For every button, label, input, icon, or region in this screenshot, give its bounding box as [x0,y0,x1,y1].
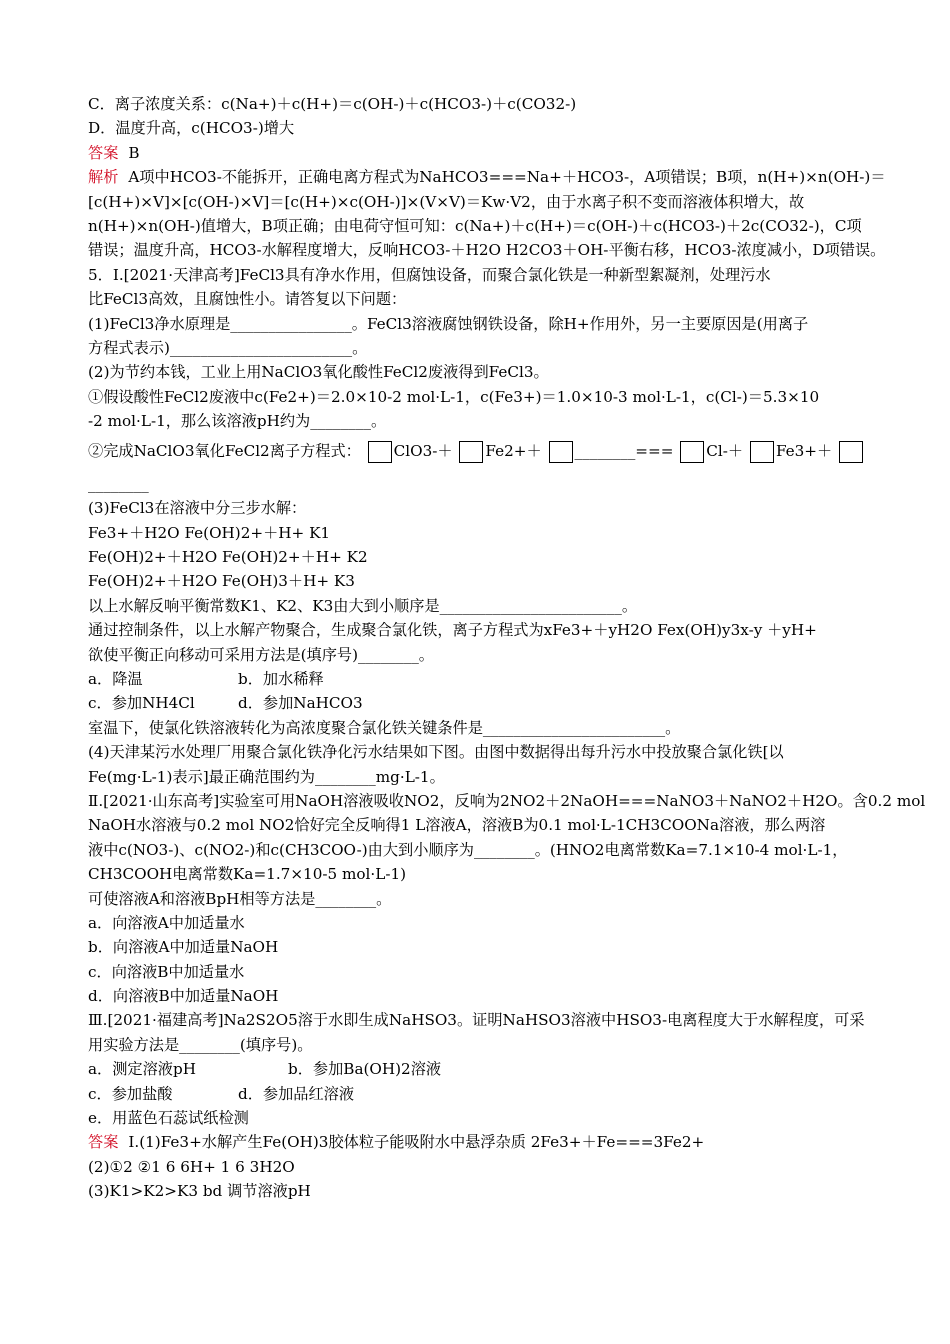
option-a: a．降温 [88,669,143,688]
answer2-line-3: (3)K1>K2>K3 bd 调节溶液pH [88,1182,311,1201]
question-iii-option-c: c．参加盐酸 [88,1084,173,1103]
answer2-line-2: (2)①2 ②1 6 6H+ 1 6 3H2O [88,1157,295,1176]
question-ii-option-a: a．向溶液A中加适量水 [88,913,245,932]
question-iii-option-d: d．参加品红溶液 [238,1084,355,1103]
question-5-part2-1a: ①假设酸性FeCl2废液中c(Fe2+)＝2.0×10-2 mol·L-1，c(Fe3+)＝1.0×10-3 mol·L-1，c(Cl-)＝5.3×10 [88,387,820,406]
hydrolysis-eq-2: Fe(OH)2+＋H2O Fe(OH)2+＋H+ K2 [88,548,368,567]
question-5-part3-c: 欲使平衡正向移动可采用方法是(填序号)________。 [88,645,434,664]
coefficient-box[interactable] [459,441,483,463]
question-5-intro-2: 比FeCl3高效，且腐蚀性小。请答复以下问题： [88,290,407,309]
question-ii-b: NaOH水溶液与0.2 mol NO2恰好完全反响得1 L溶液A，溶液B为0.1 mol·L-1CH3COONa溶液，那么两溶 [88,816,826,835]
question-iii-a: Ⅲ.[2021·福建高考]Na2S2O5溶于水即生成NaHSO3。证明NaHSO3溶液中HSO3-电离程度大于水解程度，可采 [88,1011,865,1030]
answer-line [88,141,868,165]
coefficient-box[interactable] [549,441,573,463]
options-ab [88,667,868,691]
explanation-line-2: [c(H+)×V]×[c(OH-)×V]＝[c(H+)×c(OH-)]×(V×V)＝Kw·V2，由于水离子积不变而溶液体积增大，故 [88,192,805,211]
equation-tail-blank: ________ [88,474,149,493]
question-5-part2: (2)为节约本钱，工业上用NaClO3氧化酸性FeCl2废液得到FeCl3。 [88,363,549,382]
question-5-part3-a: 以上水解反响平衡常数K1、K2、K3由大到小顺序是________________________。 [88,596,638,615]
question-5-part2-1b: -2 mol·L-1，那么该溶液pH约为________。 [88,412,387,431]
question-ii-a: Ⅱ.[2021·山东高考]实验室可用NaOH溶液吸收NO2，反响为2NO2＋2NaOH===NaNO3＋NaNO2＋H2O。含0.2 mol [88,791,926,810]
question-iii-b: 用实验方法是________(填序号)。 [88,1035,313,1054]
question-iii-options-ab [88,1057,868,1081]
answer2-text-1: Ⅰ.(1)Fe3+水解产生Fe(OH)3胶体粒子能吸附水中悬浮杂质 2Fe3+＋Fe===3Fe2+ [128,1133,705,1152]
explanation-text-1: A项中HCO3-不能拆开，正确电离方程式为NaHCO3===Na+＋HCO3-，A项错误；B项，n(H+)×n(OH-)＝ [128,168,886,187]
coefficient-box[interactable] [839,441,863,463]
explanation-line-3: n(H+)×n(OH-)值增大，B项正确；由电荷守恒可知：c(Na+)＋c(H+)＝c(OH-)＋c(HCO3-)＋2c(CO32-)，C项 [88,216,862,235]
explanation-line-4: 错误；温度升高，HCO3-水解程度增大，反响HCO3-＋H2O H2CO3＋OH-平衡右移，HCO3-浓度减小，D项错误。 [88,241,886,260]
explanation-label: 解析 [88,168,119,187]
question-5-part1-a: (1)FeCl3净水原理是________________。FeCl3溶液腐蚀钢铁设备，除H+作用外，另一主要原因是(用离子 [88,314,809,333]
question-5-part2-2 [88,439,868,463]
coefficient-box[interactable] [680,441,704,463]
equation-prompt: ②完成NaClO3氧化FeCl2离子方程式： [88,442,361,461]
answer-value: B [128,143,140,162]
equation-term: Fe2+＋ [485,442,542,461]
question-ii-option-d: d．向溶液B中加适量NaOH [88,987,279,1006]
question-5-part3: (3)FeCl3在溶液中分三步水解： [88,499,307,518]
question-5-part1-b: 方程式表示)________________________。 [88,338,368,357]
question-5-part4-b: Fe(mg·L-1)表示]最正确范围约为________mg·L-1。 [88,767,445,786]
question-5-part4-a: (4)天津某污水处理厂用聚合氯化铁净化污水结果如下图。由图中数据得出每升污水中投放聚合氯化铁[以 [88,743,784,762]
question-iii-options-cd [88,1082,868,1106]
question-iii-option-b: b．参加Ba(OH)2溶液 [288,1060,442,1079]
equation-term: Cl-＋ [706,442,744,461]
option-c-line: C．离子浓度关系：c(Na+)＋c(H+)＝c(OH-)＋c(HCO3-)＋c(CO32-) [88,95,577,113]
question-5-intro-1: 5．Ⅰ.[2021·天津高考]FeCl3具有净水作用，但腐蚀设备，而聚合氯化铁是一种新型絮凝剂，处理污水 [88,265,771,284]
question-ii-c: 液中c(NO3-)、c(NO2-)和c(CH3COO-)由大到小顺序为________。(HNO2电离常数Ka=7.1×10-4 mol·L-1， [88,840,848,859]
option-d: d．参加NaHCO3 [238,694,363,713]
option-b: b．加水稀释 [238,669,324,688]
question-5-part3-d: 室温下，使氯化铁溶液转化为高浓度聚合氯化铁关键条件是________________________。 [88,718,681,737]
option-d-line: D．温度升高，c(HCO3-)增大 [88,119,295,138]
question-iii-option-a: a．测定溶液pH [88,1060,196,1079]
explanation-line-1 [88,165,886,189]
option-c: c．参加NH4Cl [88,694,195,713]
question-iii-option-e: e．用蓝色石蕊试纸检测 [88,1109,249,1128]
options-cd [88,691,868,715]
answer2-line-1 [88,1130,868,1154]
document-page [88,92,926,1204]
answer-label: 答案 [88,143,119,162]
coefficient-box[interactable] [750,441,774,463]
hydrolysis-eq-1: Fe3+＋H2O Fe(OH)2+＋H+ K1 [88,523,331,542]
equation-term: ClO3-＋ [393,442,453,461]
question-5-part3-b: 通过控制条件，以上水解产物聚合，生成聚合氯化铁，离子方程式为xFe3+＋yH2O Fex(OH)y3x-y ＋yH+ [88,621,817,640]
question-ii-e: 可使溶液A和溶液BpH相等方法是________。 [88,889,392,908]
equation-term: ________=== [574,442,674,461]
equation-term: Fe3+＋ [775,442,833,461]
question-ii-d: CH3COOH电离常数Ka=1.7×10-5 mol·L-1) [88,865,407,884]
hydrolysis-eq-3: Fe(OH)2+＋H2O Fe(OH)3＋H+ K3 [88,572,355,591]
question-ii-option-c: c．向溶液B中加适量水 [88,962,245,981]
question-ii-option-b: b．向溶液A中加适量NaOH [88,938,279,957]
coefficient-box[interactable] [368,441,392,463]
answer2-label: 答案 [88,1133,119,1152]
